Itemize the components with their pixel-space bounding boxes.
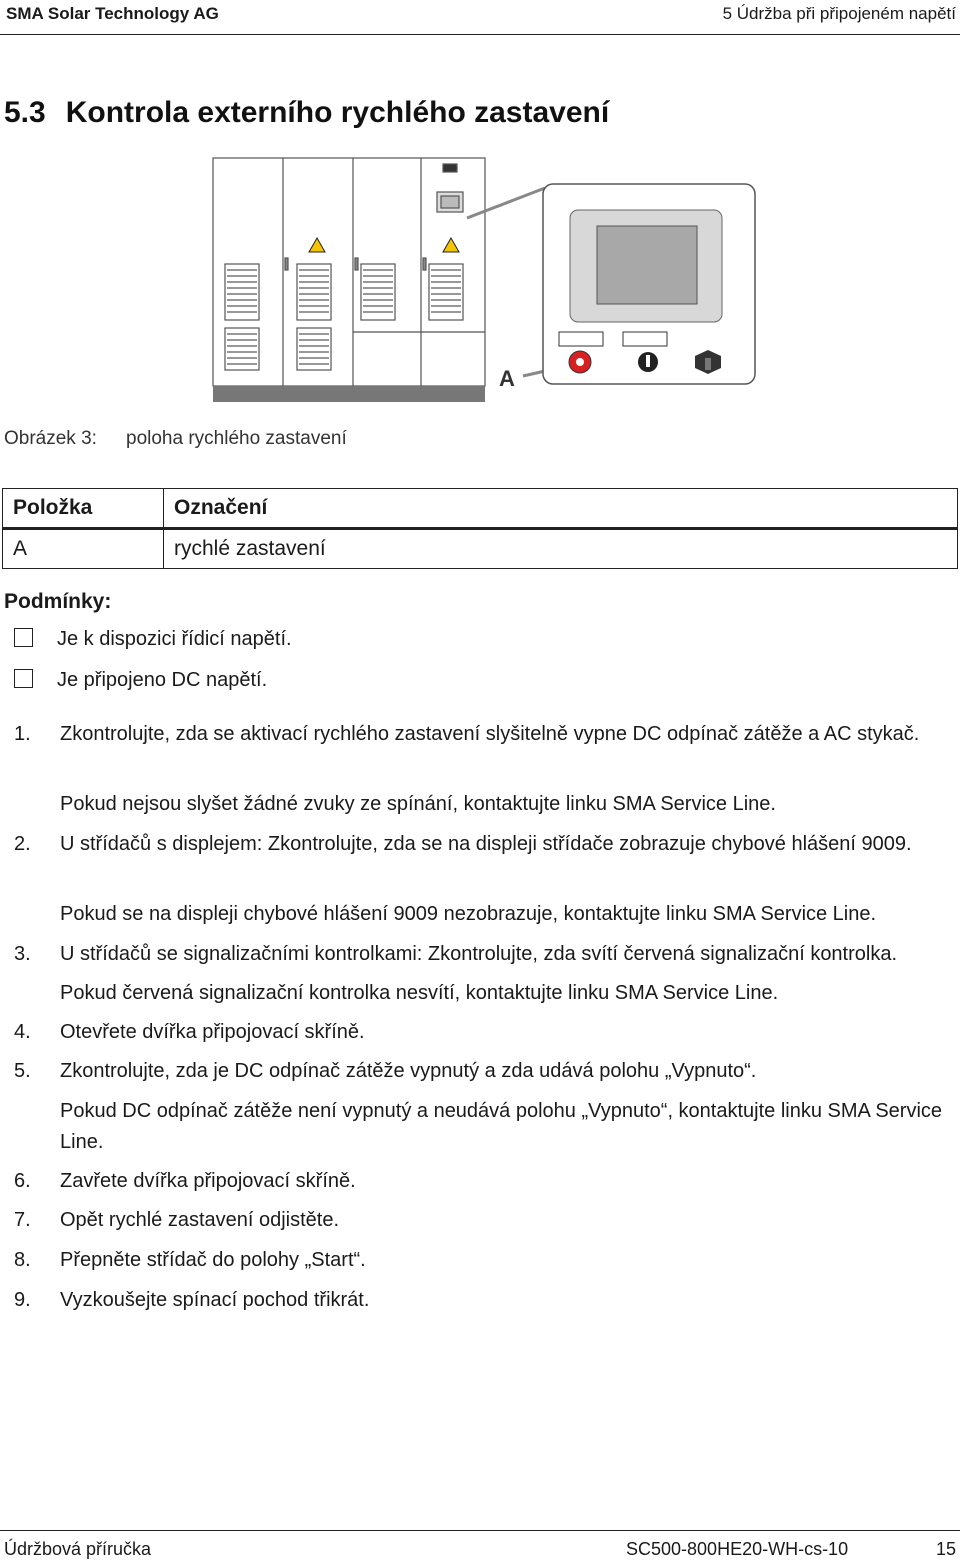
table-cell-item: A bbox=[3, 529, 164, 569]
company-name: SMA Solar Technology AG bbox=[6, 4, 219, 23]
step-item: 9. Vyzkoušejte spínací pochod třikrát. bbox=[14, 1289, 370, 1311]
table-row bbox=[3, 529, 958, 569]
step-item: 7. Opět rychlé zastavení odjistěte. bbox=[14, 1209, 340, 1231]
checkbox-icon bbox=[14, 669, 33, 688]
step-item: 5. Zkontrolujte, zda je DC odpínač zátěže vypnutý a zda udává polohu „Vypnuto“. bbox=[14, 1060, 757, 1082]
step-item: 2. U střídačů s displejem: Zkontrolujte, zda se na displeji střídače zobrazuje chybové hlášení 9009. bbox=[14, 833, 912, 855]
step-item: 3. U střídačů se signalizačními kontrolkami: Zkontrolujte, zda svítí červená signalizační kontrolka. bbox=[14, 943, 898, 965]
caption-label: Obrázek 3: bbox=[4, 428, 97, 449]
cabinet-base bbox=[213, 386, 485, 402]
step-item: 6. Zavřete dvířka připojovací skříně. bbox=[14, 1170, 356, 1192]
step-note: Pokud červená signalizační kontrolka nesvítí, kontaktujte linku SMA Service Line. bbox=[60, 982, 779, 1004]
manual-title: Údržbová příručka bbox=[4, 1539, 152, 1559]
checkbox-icon bbox=[14, 628, 33, 647]
legend-table bbox=[2, 488, 958, 569]
section-title bbox=[4, 96, 609, 130]
page-number: 15 bbox=[935, 1539, 956, 1559]
section-title-text: Kontrola externího rychlého zastavení bbox=[65, 96, 610, 129]
conditions-heading: Podmínky: bbox=[4, 590, 112, 613]
step-item: 4. Otevřete dvířka připojovací skříně. bbox=[14, 1021, 365, 1043]
emergency-stop-icon bbox=[569, 351, 591, 373]
condition-item: Je k dispozici řídicí napětí. bbox=[14, 628, 292, 651]
step-item: 8. Přepněte střídač do polohy „Start“. bbox=[14, 1249, 366, 1271]
figure-caption bbox=[4, 428, 347, 450]
column-header-item: Položka bbox=[3, 489, 164, 529]
callout-label: A bbox=[499, 366, 515, 391]
page-footer bbox=[0, 1530, 960, 1565]
table-cell-label: rychlé zastavení bbox=[164, 529, 958, 569]
page-header bbox=[0, 0, 960, 35]
section-number: 5.3 bbox=[4, 96, 46, 129]
chapter-title: 5 Údržba při připojeném napětí bbox=[722, 4, 956, 23]
condition-item: Je připojeno DC napětí. bbox=[14, 669, 267, 692]
inverter-cabinet bbox=[213, 158, 485, 386]
step-note: Pokud se na displeji chybové hlášení 9009 nezobrazuje, kontaktujte linku SMA Service Line. bbox=[60, 903, 877, 925]
power-button-icon bbox=[638, 352, 658, 372]
document-code: SC500-800HE20-WH-cs-10 bbox=[626, 1539, 849, 1559]
step-note: Pokud nejsou slyšet žádné zvuky ze spínání, kontaktujte linku SMA Service Line. bbox=[60, 793, 776, 815]
step-item: 1. Zkontrolujte, zda se aktivací rychlého zastavení slyšitelně vypne DC odpínač zátěže a AC stykač. bbox=[14, 723, 920, 745]
caption-text: poloha rychlého zastavení bbox=[126, 428, 347, 449]
step-note: Pokud DC odpínač zátěže není vypnutý a neudává polohu „Vypnuto“, kontaktujte linku SMA Service Line. bbox=[60, 1100, 943, 1153]
column-header-label: Označení bbox=[164, 489, 958, 529]
inverter-figure bbox=[205, 152, 765, 407]
